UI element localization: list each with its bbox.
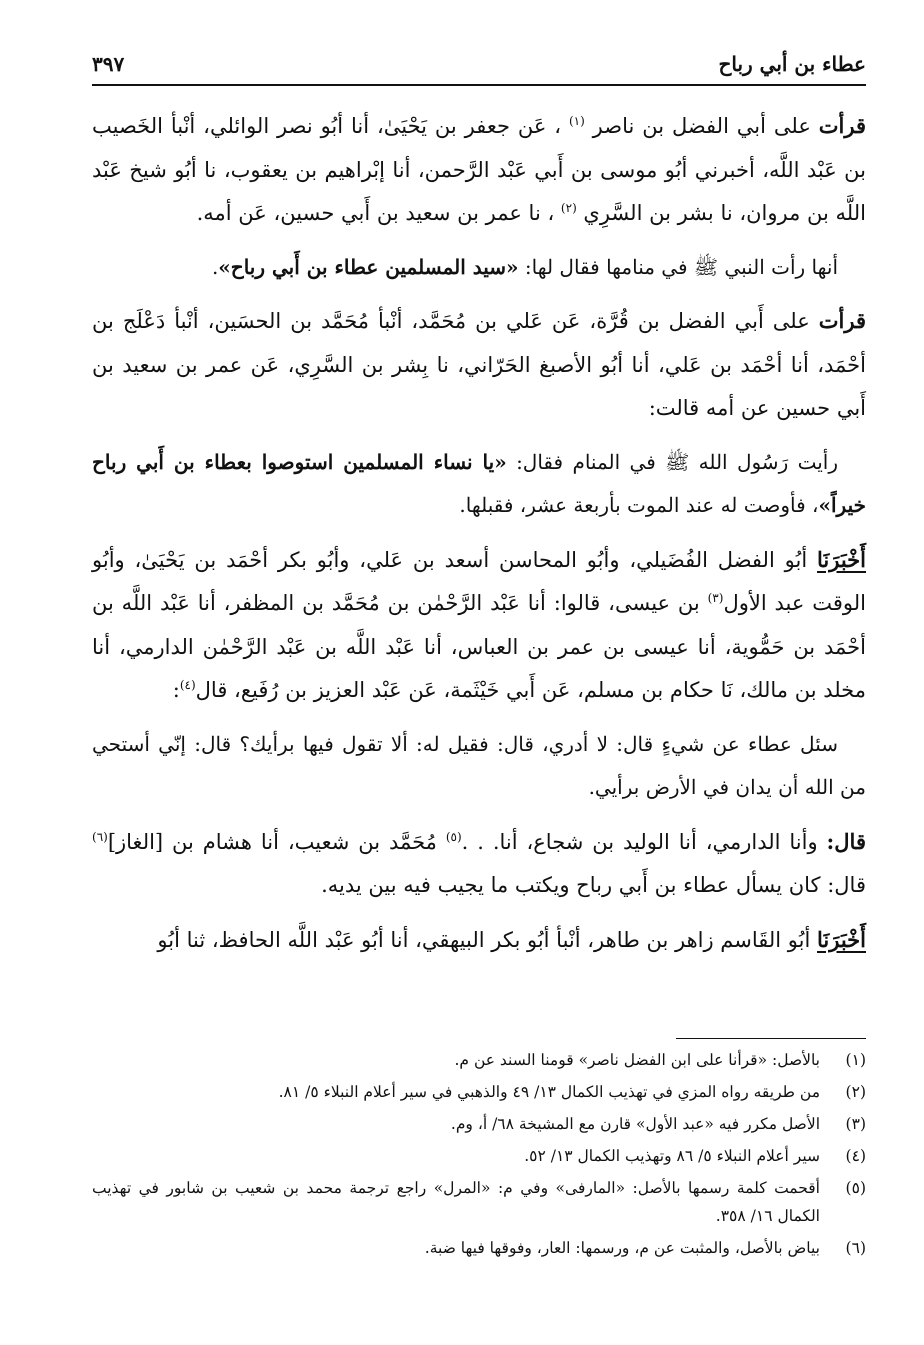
paragraph-isnad-4 — [92, 820, 866, 908]
paragraph-isnad-2 — [92, 299, 866, 431]
footnote-text: سير أعلام النبلاء ٥/ ٨٦ وتهذيب الكمال ١٣/ ٥٢. — [524, 1147, 820, 1165]
footnote-ref-4[interactable]: (٤) — [179, 678, 196, 692]
footnote — [92, 1110, 866, 1138]
main-text — [92, 104, 866, 972]
footnote-ref-3[interactable]: (٣) — [707, 591, 724, 605]
quoted-saying: «يا نساء المسلمين استوصوا بعطاء بن أَبي رباح خيراً» — [92, 449, 866, 517]
running-title: عطاء بن أبي رباح — [718, 52, 866, 76]
footnote-rule — [676, 1038, 866, 1039]
paragraph-text: أنها رأت النبي ﷺ في منامها فقال لها: — [518, 254, 838, 279]
footnote-text: أقحمت كلمة رسمها بالأصل: «المارفى» وفي م: «المرل» راجع ترجمة محمد بن شعيب بن شابور في تهذيب الكمال ١٦/ ٣٥٨. — [92, 1179, 820, 1225]
footnote-text: بياض بالأصل، والمثبت عن م، ورسمها: العار، وفوقها فيها ضبة. — [424, 1239, 820, 1257]
footnote-number: (٤) — [845, 1147, 866, 1165]
header-rule — [92, 84, 866, 86]
footnote-number: (٣) — [845, 1115, 866, 1133]
running-head — [92, 52, 866, 82]
paragraph-isnad-3 — [92, 538, 866, 713]
paragraph-narration-3 — [92, 723, 866, 810]
paragraph-text: بن عيسى، قالوا: أنا عَبْد الرَّحْمٰن بن مُحَمَّد بن المظفر، أنا عَبْد اللَّه بن أحْمَد بن حَمُّوية، أنا عيسى بن عمر بن العباس، أنا عَبْد اللَّه بن عَبْد الرَّحْمٰن الدارمي، أنا مخلد بن مالك، نَا حكام بن مسلم، عَن أَبي خَيْثَمة، عَن عَبْد العزيز بن رُفَيع، قال — [92, 591, 866, 702]
footnote-number: (٢) — [845, 1083, 866, 1101]
paragraph-text: أبُو القَاسم زاهر بن طاهر، أنْبأ أبُو بكر البيهقي، أنا أبُو عَبْد اللَّه الحافظ، ثنا أبُو — [157, 927, 818, 952]
paragraph-lead: أَخْبَرَنَا — [817, 926, 866, 952]
footnote-text: الأصل مكرر فيه «عبد الأول» قارن مع المشيخة ٦٨/ أ، وم. — [450, 1115, 820, 1133]
footnote-ref-1[interactable]: (١) — [568, 114, 585, 128]
paragraph-text: : — [172, 678, 180, 702]
paragraph-narration-1 — [92, 246, 866, 290]
footnote — [92, 1142, 866, 1170]
footnotes — [92, 1046, 866, 1266]
footnote — [92, 1046, 866, 1074]
paragraph-text: وأنا الدارمي، أنا الوليد بن شجاع، أنا. . . — [461, 829, 827, 854]
paragraph-text: . — [211, 254, 219, 279]
paragraph-lead: قرأت — [818, 308, 866, 333]
footnote — [92, 1234, 866, 1262]
footnote-ref-2[interactable]: (٢) — [560, 201, 577, 215]
footnote-number: (٦) — [845, 1239, 866, 1257]
paragraph-lead: قال: — [826, 828, 866, 854]
footnote-ref-6[interactable]: (٦) — [92, 829, 108, 844]
footnote — [92, 1078, 866, 1106]
paragraph-text: على أبي الفضل بن ناصر — [584, 114, 819, 138]
footnote — [92, 1174, 866, 1230]
paragraph-text: ، فأوصت له عند الموت بأربعة عشر، فقبلها. — [459, 493, 819, 517]
footnote-number: (٥) — [845, 1179, 866, 1197]
paragraph-text: ، عَن جعفر بن يَحْيَىٰ، أنا أبُو نصر الوائلي، أنْبأ الخَصيب بن عَبْد اللَّه، أخبرني أبُو موسى بن أَبي عَبْد الرَّحمن، أنا إبْراهيم بن يعقوب، نا أبُو شيخ عَبْد اللَّه بن مروان، نا بشر بن السَّرِي — [92, 114, 866, 225]
quoted-saying: «سيد المسلمين عطاء بن أَبي رباح» — [218, 254, 519, 279]
footnote-text: بالأصل: «قرأنا على ابن الفضل ناصر» قومنا السند عن م. — [454, 1051, 820, 1069]
footnote-text: من طريقه رواه المزي في تهذيب الكمال ١٣/ ٤٩ والذهبي في سير أعلام النبلاء ٥/ ٨١. — [278, 1083, 820, 1101]
paragraph-text: مُحَمَّد بن شعيب، أنا هشام بن [الغاز] — [107, 829, 446, 854]
paragraph-text: سئل عطاء عن شيءٍ قال: لا أدري، قال: فقيل له: ألا تقول فيها برأيك؟ قال: إنّي أستحي من الله أن يدان في الأرض برأيي. — [92, 731, 866, 799]
paragraph-text: على أَبي الفضل بن قُرَّة، عَن عَلي بن مُحَمَّد، أنْبأ مُحَمَّد بن الحسَين، أنْبأ دَعْلَج بن أحْمَد، أنا أحْمَد بن عَلي، أنا أبُو الأصبغ الحَرّاني، نا بِشر بن السَّرِي، عَن عمر بن سعيد بن أَبي حسين عن أمه قالت: — [92, 309, 866, 420]
paragraph-isnad-5 — [92, 918, 866, 963]
paragraph-lead: أَخْبَرَنَا — [817, 546, 866, 572]
paragraph-lead: قرأت — [818, 113, 867, 138]
paragraph-text: ، نا عمر بن سعيد بن أَبي حسين، عَن أمه. — [196, 201, 561, 225]
footnote-number: (١) — [845, 1051, 866, 1069]
paragraph-text: قال: كان يسأل عطاء بن أَبي رباح ويكتب ما يجيب فيه بين يديه. — [321, 873, 866, 897]
paragraph-text: أبُو الفضل الفُضَيلي، وأبُو المحاسن أسعد بن عَلي، وأبُو بكر أحْمَد بن يَحْيَىٰ، وأبُو الوقت عبد الأول — [92, 547, 866, 615]
paragraph-narration-2 — [92, 441, 866, 528]
paragraph-isnad-1 — [92, 104, 866, 236]
footnote-ref-5[interactable]: (٥) — [445, 829, 462, 844]
paragraph-text: رأيت رَسُول الله ﷺ في المنام فقال: — [506, 449, 838, 474]
page-number: ٣٩٧ — [92, 52, 125, 76]
